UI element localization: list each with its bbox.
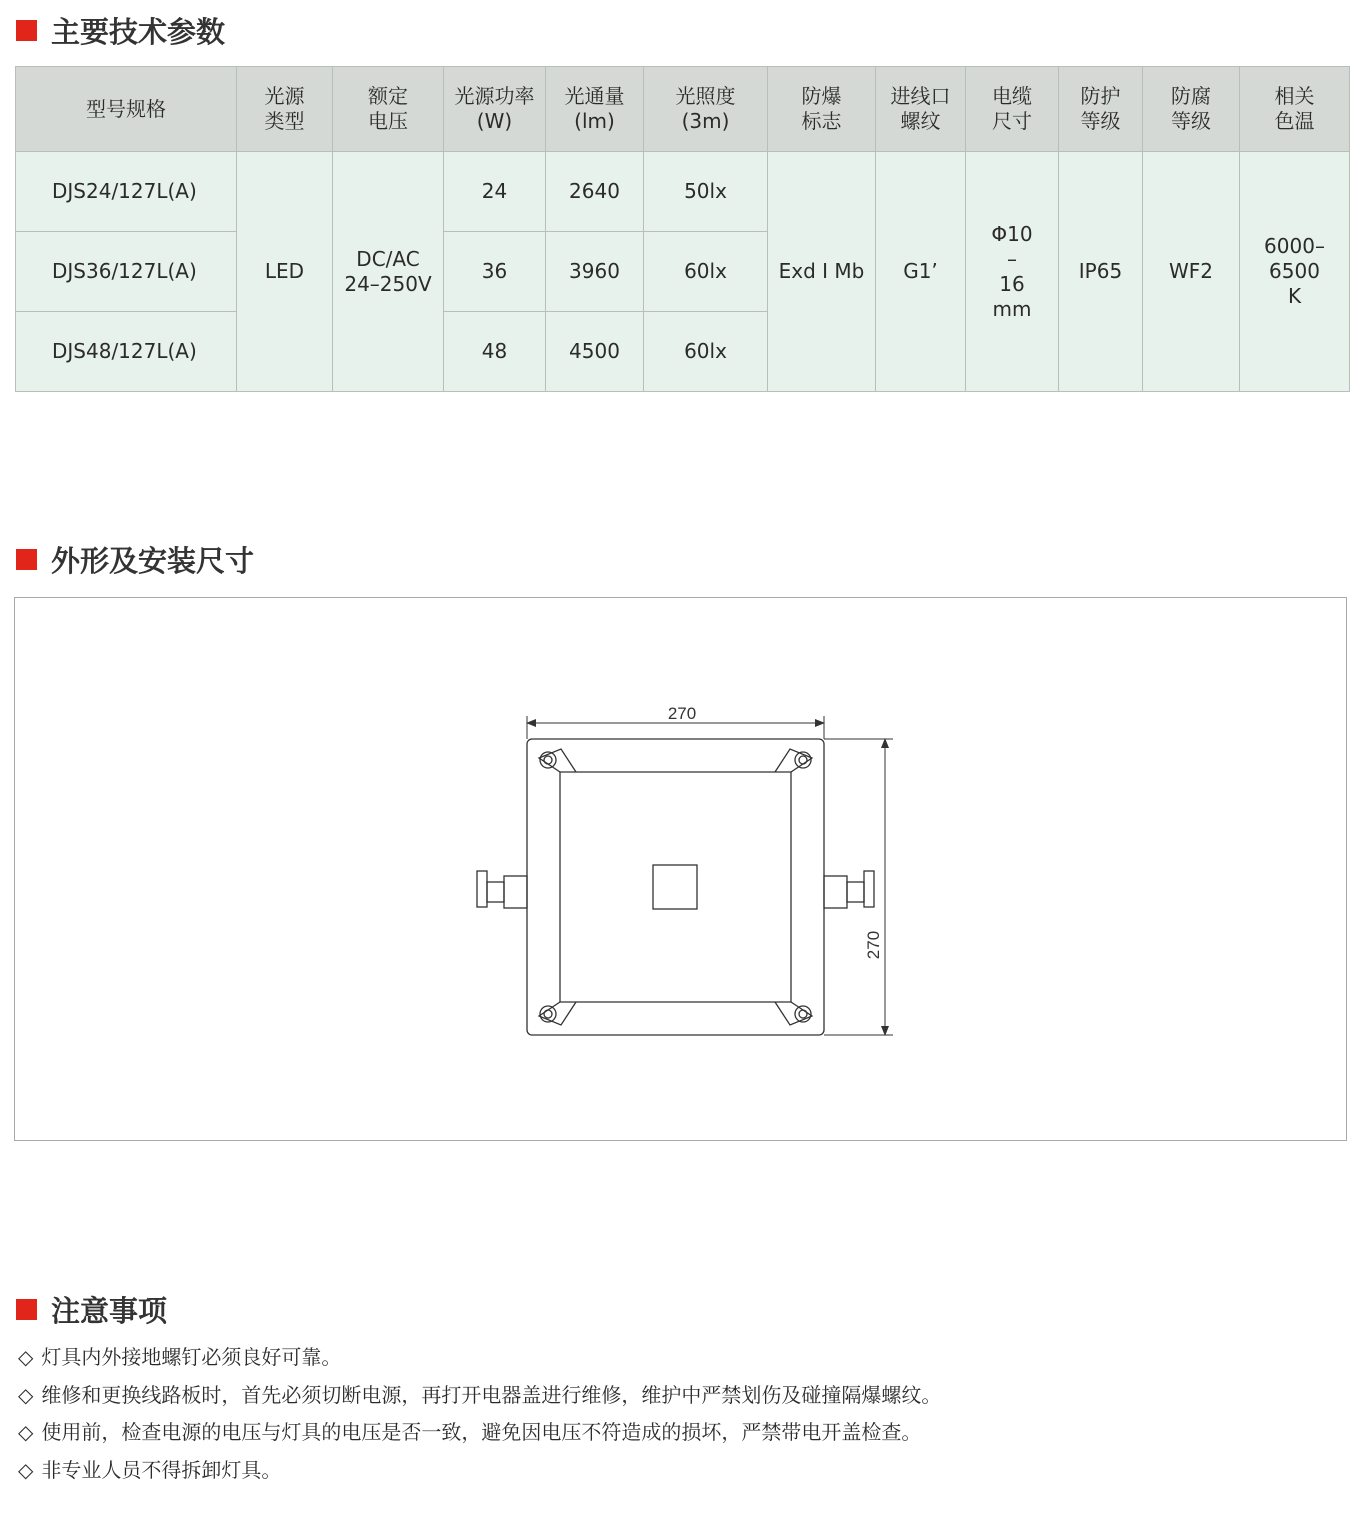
- cell-illuminance: 50lx: [644, 152, 768, 232]
- header-cable: 电缆 尺寸: [966, 67, 1059, 152]
- red-square-icon: [16, 1299, 37, 1320]
- header-anticorrosion: 防腐 等级: [1143, 67, 1240, 152]
- header-illuminance: 光照度 (3m): [644, 67, 768, 152]
- cell-flux: 3960: [546, 232, 644, 312]
- cell-flux: 4500: [546, 312, 644, 392]
- center-window: [653, 865, 697, 909]
- table-header-row: [16, 67, 1350, 152]
- cell-power: 24: [444, 152, 546, 232]
- header-power: 光源功率 (W): [444, 67, 546, 152]
- diamond-bullet-icon: ◇: [18, 1382, 34, 1407]
- header-light-source: 光源 类型: [237, 67, 333, 152]
- width-label: 270: [667, 704, 697, 723]
- cell-model: DJS24/127L(A): [16, 152, 237, 232]
- cell-power: 48: [444, 312, 546, 392]
- diamond-bullet-icon: ◇: [18, 1345, 34, 1369]
- lamp-dimension-drawing: [15, 598, 1348, 1142]
- inner-frame: [560, 772, 791, 1002]
- dimensions-title-text: 外形及安装尺寸: [51, 543, 255, 578]
- specs-section-title: [16, 12, 225, 48]
- header-thread: 进线口 螺纹: [876, 67, 966, 152]
- cell-power: 36: [444, 232, 546, 312]
- height-label: 270: [864, 930, 883, 960]
- cell-thread: G1’: [876, 152, 966, 392]
- diamond-bullet-icon: ◇: [18, 1457, 34, 1482]
- cell-illuminance: 60lx: [644, 232, 768, 312]
- header-ip: 防护 等级: [1059, 67, 1143, 152]
- header-model: 型号规格: [16, 67, 237, 152]
- cell-model: DJS36/127L(A): [16, 232, 237, 312]
- header-cct: 相关 色温: [1240, 67, 1350, 152]
- cell-illuminance: 60lx: [644, 312, 768, 392]
- list-item: ◇ 灯具内外接地螺钉必须良好可靠。: [18, 1345, 342, 1369]
- red-square-icon: [16, 549, 37, 570]
- cell-voltage: DC/AC 24–250V: [333, 152, 444, 392]
- header-voltage: 额定 电压: [333, 67, 444, 152]
- cell-flux: 2640: [546, 152, 644, 232]
- notes-title-text: 注意事项: [51, 1293, 168, 1328]
- header-flux: 光通量 (lm): [546, 67, 644, 152]
- cell-ip: IP65: [1059, 152, 1143, 392]
- header-ex-mark: 防爆 标志: [768, 67, 876, 152]
- cell-model: DJS48/127L(A): [16, 312, 237, 392]
- diamond-bullet-icon: ◇: [18, 1420, 34, 1444]
- specs-table: [15, 66, 1350, 392]
- dimensions-section-title: [16, 541, 254, 577]
- list-item: ◇ 非专业人员不得拆卸灯具。: [18, 1457, 282, 1482]
- notes-section-title: [16, 1291, 167, 1327]
- cell-light-source: LED: [237, 152, 333, 392]
- cell-anticorrosion: WF2: [1143, 152, 1240, 392]
- list-item: ◇ 维修和更换线路板时，首先必须切断电源，再打开电器盖进行维修，维护中严禁划伤及碰撞隔爆螺纹。: [18, 1382, 942, 1407]
- dimension-drawing-frame: [14, 597, 1347, 1141]
- cell-cable: Φ10 – 16 mm: [966, 152, 1059, 392]
- table-row: [16, 152, 1350, 232]
- list-item: ◇ 使用前，检查电源的电压与灯具的电压是否一致，避免因电压不符造成的损坏，严禁带电开盖检查。: [18, 1420, 922, 1444]
- cell-ex-mark: Exd I Mb: [768, 152, 876, 392]
- housing-outline: [527, 739, 824, 1035]
- notes-list: [18, 1342, 941, 1492]
- red-square-icon: [16, 20, 37, 41]
- cell-cct: 6000– 6500 K: [1240, 152, 1350, 392]
- specs-title-text: 主要技术参数: [51, 14, 226, 49]
